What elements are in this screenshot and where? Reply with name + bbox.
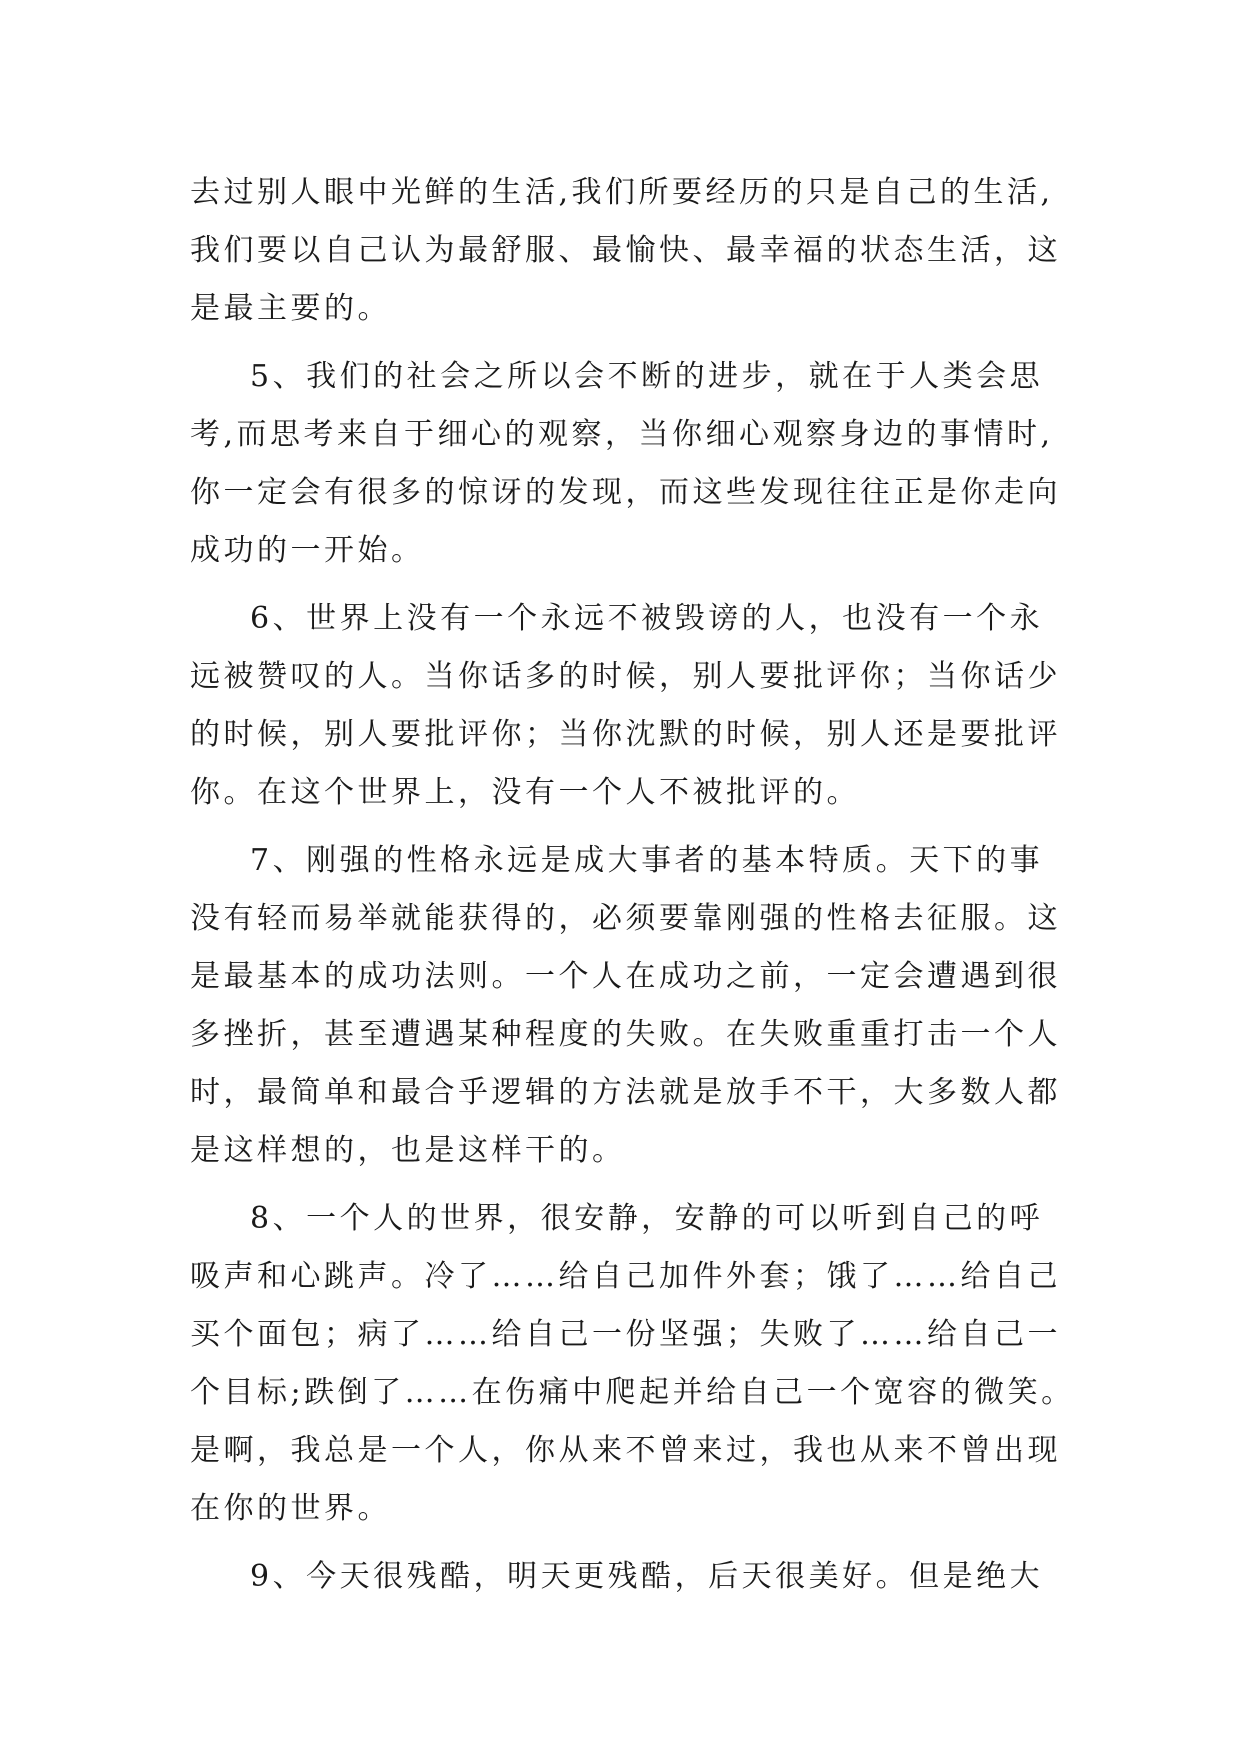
text-line: 去过别人眼中光鲜的生活,我们所要经历的只是自己的生活, <box>190 175 1054 210</box>
text-line: 多挫折，甚至遭遇某种程度的失败。在失败重重打击一个人 <box>190 1017 1061 1052</box>
text-line: 在你的世界。 <box>190 1491 391 1526</box>
paragraph-p7 <box>190 832 1080 1180</box>
text-line: 你一定会有很多的惊讶的发现，而这些发现往往正是你走向 <box>190 475 1061 510</box>
text-line: 时，最简单和最合乎逻辑的方法就是放手不干，大多数人都 <box>190 1075 1061 1110</box>
text-line: 吸声和心跳声。冷了……给自己加件外套；饿了……给自己 <box>190 1259 1061 1294</box>
paragraph-p8 <box>190 1190 1080 1538</box>
text-line: 你。在这个世界上，没有一个人不被批评的。 <box>190 775 860 810</box>
paragraph-p4-continued <box>190 164 1080 338</box>
text-line: 7、刚强的性格永远是成大事者的基本特质。天下的事 <box>250 843 1044 878</box>
paragraph-p5 <box>190 348 1080 580</box>
text-line: 是啊，我总是一个人，你从来不曾来过，我也从来不曾出现 <box>190 1433 1061 1468</box>
paragraph-p6 <box>190 590 1080 822</box>
text-line: 成功的一开始。 <box>190 533 425 568</box>
text-line: 是最主要的。 <box>190 291 391 326</box>
text-line: 是这样想的，也是这样干的。 <box>190 1133 626 1168</box>
text-line: 考,而思考来自于细心的观察，当你细心观察身边的事情时, <box>190 417 1054 452</box>
text-line: 的时候，别人要批评你；当你沈默的时候，别人还是要批评 <box>190 717 1061 752</box>
text-line: 5、我们的社会之所以会不断的进步，就在于人类会思 <box>250 359 1044 394</box>
text-line: 个目标;跌倒了……在伤痛中爬起并给自己一个宽容的微笑。 <box>190 1375 1075 1410</box>
text-line: 9、今天很残酷，明天更残酷，后天很美好。但是绝大 <box>250 1559 1044 1594</box>
paragraph-p9 <box>190 1548 1080 1606</box>
text-line: 是最基本的成功法则。一个人在成功之前，一定会遭遇到很 <box>190 959 1061 994</box>
text-line: 没有轻而易举就能获得的，必须要靠刚强的性格去征服。这 <box>190 901 1061 936</box>
text-line: 买个面包；病了……给自己一份坚强；失败了……给自己一 <box>190 1317 1061 1352</box>
text-line: 8、一个人的世界，很安静，安静的可以听到自己的呼 <box>250 1201 1044 1236</box>
text-line: 6、世界上没有一个永远不被毁谤的人，也没有一个永 <box>250 601 1044 636</box>
text-line: 我们要以自己认为最舒服、最愉快、最幸福的状态生活，这 <box>190 233 1061 268</box>
text-line: 远被赞叹的人。当你话多的时候，别人要批评你；当你话少 <box>190 659 1061 694</box>
